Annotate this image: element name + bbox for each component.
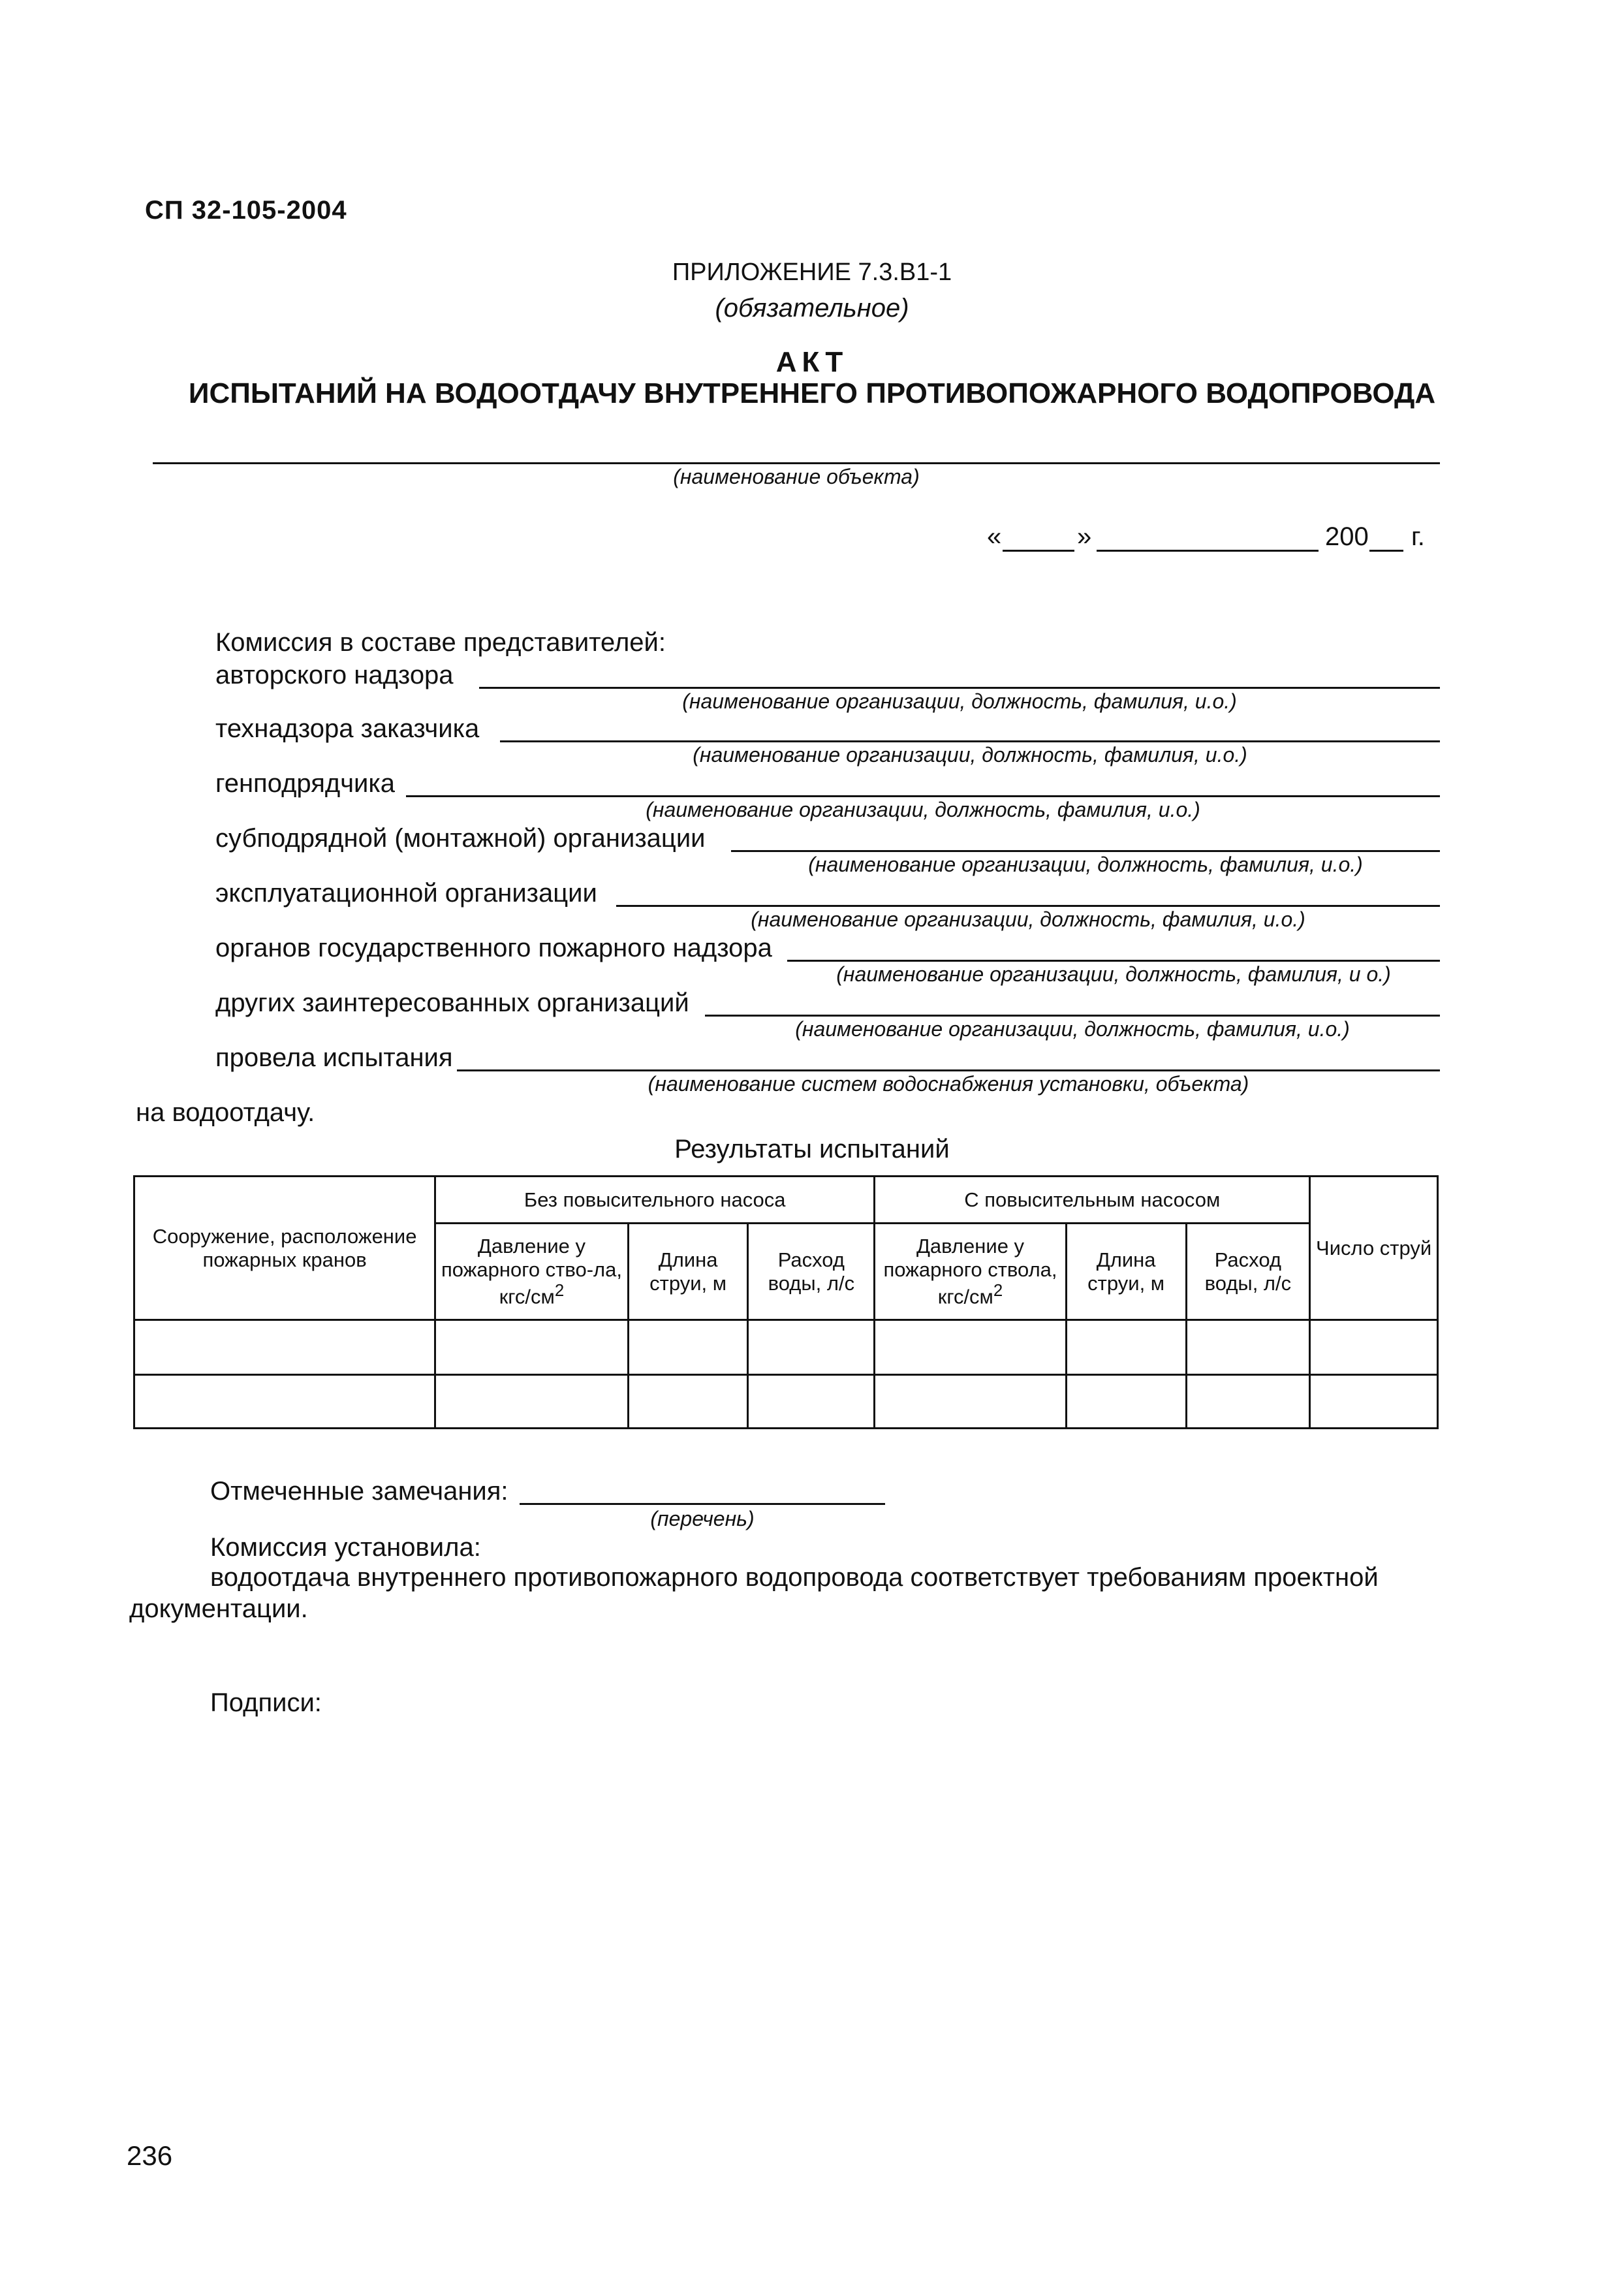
results-table [133, 1175, 1439, 1429]
row-label-other-orgs: других заинтересованных организаций [215, 988, 689, 1017]
table-header-row [134, 1177, 1438, 1224]
row-label-fire-supervision: органов государственного пожарного надзора [215, 934, 772, 962]
object-name-line [153, 462, 1440, 464]
date-suffix: г. [1411, 522, 1425, 551]
date-year-line [1369, 550, 1403, 552]
date-month-line [1097, 550, 1319, 552]
row-label-author-supervision: авторского надзора [215, 661, 454, 689]
row-label-customer-supervision: технадзора заказчика [215, 714, 480, 743]
header-with-pump: С повысительным насосом [875, 1177, 1310, 1224]
row-caption-subcontractor: (наименование организации, должность, фамилия, и.о.) [808, 853, 1363, 876]
remarks-label: Отмеченные замечания: [210, 1477, 508, 1506]
row-caption-other-orgs: (наименование организации, должность, фамилия, и.о.) [795, 1017, 1350, 1041]
table-cell[interactable] [628, 1375, 748, 1429]
table-cell[interactable] [1066, 1320, 1186, 1375]
header-flow-with: Расход воды, л/с [1186, 1224, 1310, 1320]
results-title: Результаты испытаний [674, 1135, 950, 1163]
row-caption-operating-org: (наименование организации, должность, фамилия, и.о.) [751, 908, 1305, 931]
date-day-line [1003, 550, 1074, 552]
row-caption-general-contractor: (наименование организации, должность, фамилия, и.о.) [646, 798, 1200, 821]
table-cell[interactable] [1310, 1375, 1438, 1429]
row-caption-customer-supervision: (наименование организации, должность, фамилия, и.о.) [693, 743, 1247, 767]
header-flow-without: Расход воды, л/с [748, 1224, 875, 1320]
table-cell[interactable] [1310, 1320, 1438, 1375]
row-label-general-contractor: генподрядчика [215, 769, 396, 798]
table-cell[interactable] [875, 1320, 1067, 1375]
table-cell[interactable] [748, 1320, 875, 1375]
date-open-quote: « [987, 522, 1002, 551]
commission-established: Комиссия установила: [210, 1533, 481, 1562]
row-label-subcontractor: субподрядной (монтажной) организации [215, 824, 706, 853]
table-cell[interactable] [435, 1375, 629, 1429]
row-line-general-contractor [406, 795, 1440, 797]
document-code: СП 32-105-2004 [145, 196, 347, 225]
header-length-with: Длина струи, м [1066, 1224, 1186, 1320]
table-cell[interactable] [1066, 1375, 1186, 1429]
row-line-subcontractor [731, 850, 1440, 852]
row-caption-fire-supervision: (наименование организации, должность, фамилия, и о.) [836, 962, 1391, 986]
signatures-label: Подписи: [210, 1688, 322, 1717]
table-cell[interactable] [628, 1320, 748, 1375]
row-line-customer-supervision [500, 740, 1440, 742]
table-cell[interactable] [748, 1375, 875, 1429]
commission-intro: Комиссия в составе представителей: [215, 628, 666, 657]
header-structure: Сооружение, расположение пожарных кранов [134, 1177, 435, 1320]
remarks-line [520, 1503, 885, 1505]
row-line-tested-by [457, 1069, 1440, 1071]
commission-tail: на водоотдачу. [136, 1098, 315, 1127]
header-length-without: Длина струи, м [628, 1224, 748, 1320]
date-year: 200 [1325, 522, 1369, 551]
header-without-pump: Без повысительного насоса [435, 1177, 875, 1224]
table-cell[interactable] [1186, 1375, 1310, 1429]
table-cell[interactable] [134, 1375, 435, 1429]
object-name-caption: (наименование объекта) [673, 465, 920, 488]
row-line-author-supervision [479, 687, 1440, 689]
table-cell[interactable] [1186, 1320, 1310, 1375]
header-pressure-with: Давление у пожарного ствола, кгс/$см^2$ [875, 1224, 1067, 1320]
date-close-quote: » [1077, 522, 1092, 551]
conclusion-line-1: водоотдача внутреннего противопожарного водопровода соответствует требованиям проектной [210, 1563, 1379, 1592]
conclusion-line-2: документации. [129, 1594, 308, 1623]
remarks-caption: (перечень) [650, 1507, 755, 1530]
row-line-fire-supervision [787, 960, 1440, 962]
header-jet-count: Число струй [1310, 1177, 1438, 1320]
row-caption-tested-by: (наименование систем водоснабжения установки, объекта) [648, 1072, 1249, 1096]
table-cell[interactable] [134, 1320, 435, 1375]
table-cell[interactable] [875, 1375, 1067, 1429]
row-line-operating-org [616, 905, 1440, 907]
act-title: ИСПЫТАНИЙ НА ВОДООТДАЧУ ВНУТРЕННЕГО ПРОТИВОПОЖАРНОГО ВОДОПРОВОДА [188, 377, 1436, 409]
act-heading: АКТ [775, 346, 849, 378]
row-caption-author-supervision: (наименование организации, должность, фамилия, и.о.) [682, 689, 1237, 713]
appendix-label: ПРИЛОЖЕНИЕ 7.3.В1-1 [672, 259, 952, 286]
header-pressure-without: Давление у пожарного ство-ла, кгс/$см^2$ [435, 1224, 629, 1320]
row-label-operating-org: эксплуатационной организации [215, 879, 597, 908]
table-cell[interactable] [435, 1320, 629, 1375]
table-row [134, 1320, 1438, 1375]
row-line-other-orgs [705, 1015, 1440, 1017]
appendix-status: (обязательное) [715, 294, 909, 323]
table-row [134, 1375, 1438, 1429]
row-label-tested-by: провела испытания [215, 1043, 453, 1072]
page-number: 236 [127, 2140, 173, 2171]
